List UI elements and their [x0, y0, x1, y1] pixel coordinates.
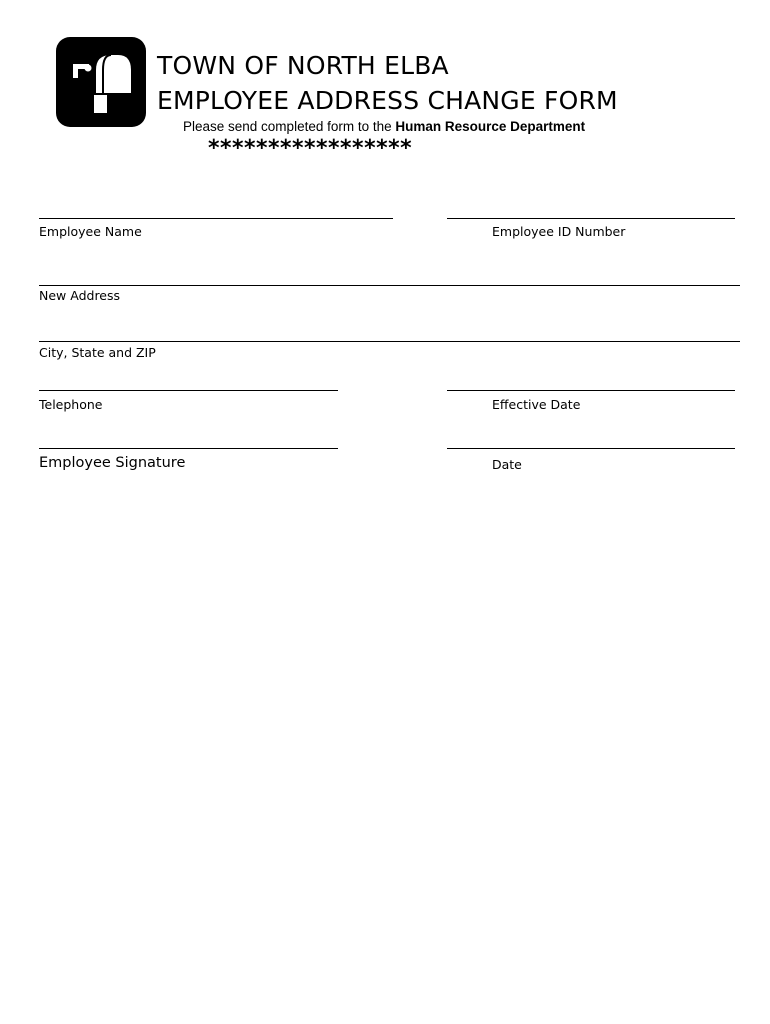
employee-signature-label: Employee Signature — [39, 455, 186, 471]
title-line-1: TOWN OF NORTH ELBA — [157, 51, 449, 80]
city-state-zip-line[interactable] — [39, 341, 740, 342]
instruction-prefix: Please send completed form to the — [183, 119, 396, 134]
effective-date-line[interactable] — [447, 390, 735, 391]
employee-name-label: Employee Name — [39, 224, 142, 239]
star-divider: ***************** — [208, 136, 413, 161]
instruction-text — [183, 119, 585, 134]
effective-date-label: Effective Date — [492, 397, 581, 412]
mailbox-icon — [56, 37, 146, 127]
employee-id-label: Employee ID Number — [492, 224, 626, 239]
title-line-2: EMPLOYEE ADDRESS CHANGE FORM — [157, 86, 618, 115]
date-label: Date — [492, 457, 522, 472]
new-address-label: New Address — [39, 288, 121, 303]
date-line[interactable] — [447, 448, 735, 449]
city-state-zip-label: City, State and ZIP — [39, 345, 156, 360]
new-address-line[interactable] — [39, 285, 740, 286]
instruction-department: Human Resource Department — [395, 119, 586, 134]
employee-name-line[interactable] — [39, 218, 393, 219]
employee-id-line[interactable] — [447, 218, 735, 219]
telephone-label: Telephone — [39, 397, 103, 412]
telephone-line[interactable] — [39, 390, 338, 391]
employee-signature-line[interactable] — [39, 448, 338, 449]
